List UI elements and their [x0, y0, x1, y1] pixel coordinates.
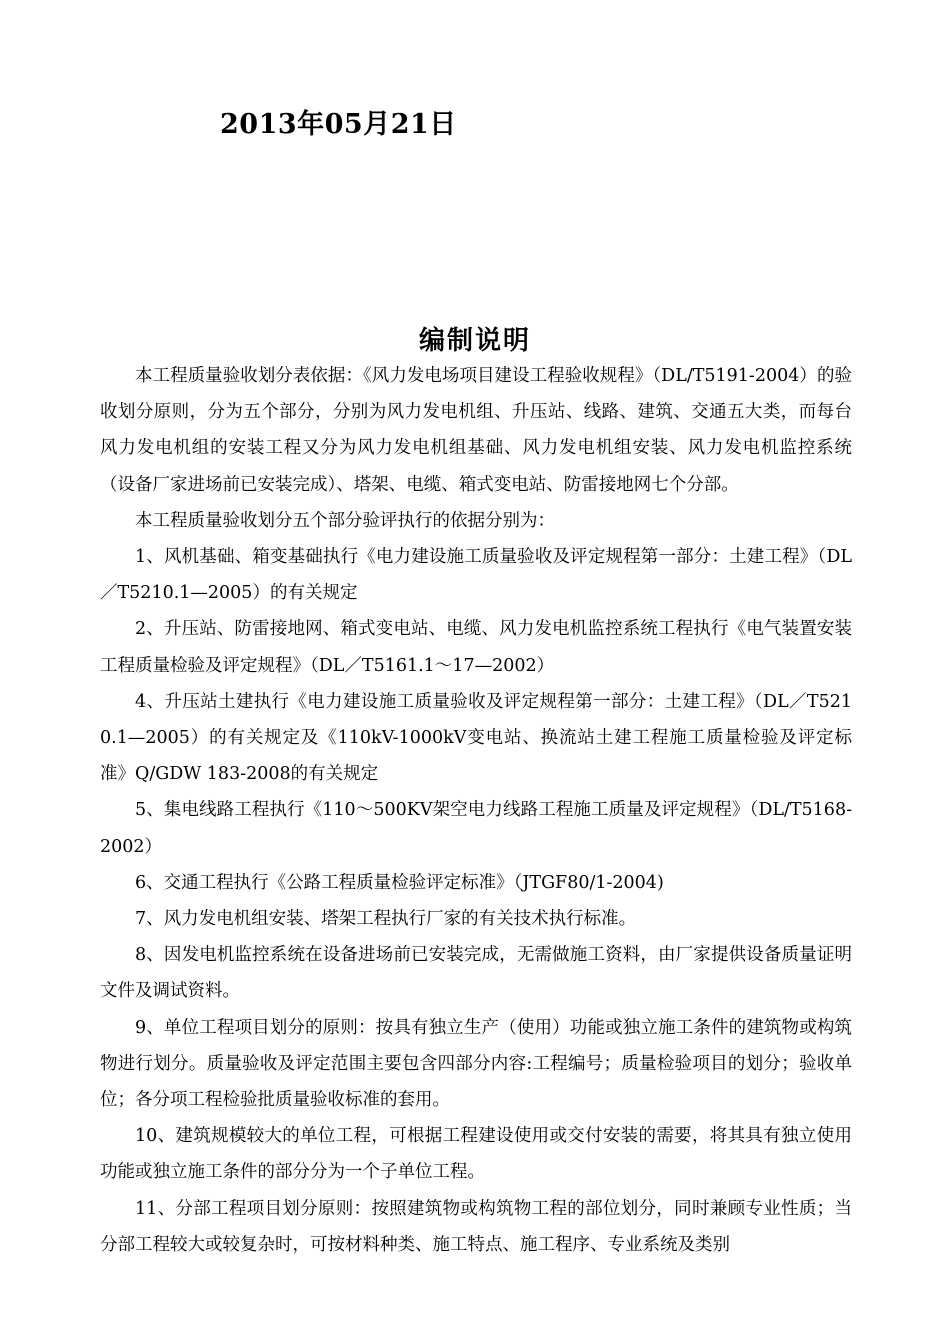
paragraph-item-5: 5、集电线路工程执行《110～500KV架空电力线路工程施工质量及评定规程》（DL/T5168-2002）: [100, 800, 852, 857]
paragraph-item-10: 10、建筑规模较大的单位工程，可根据工程建设使用或交付安装的需要，将其具有独立使用功能或独立施工条件的部分分为一个子单位工程。: [100, 1126, 852, 1183]
paragraph-item-9: 9、单位工程项目划分的原则：按具有独立生产（使用）功能或独立施工条件的建筑物或构筑物进行划分。质量验收及评定范围主要包含四部分内容:工程编号；质量检验项目的划分；验收单位；各分项工程检验批质量验收标准的套用。: [100, 1017, 852, 1111]
paragraph-criteria-intro: 本工程质量验收划分五个部分验评执行的依据分别为：: [135, 510, 555, 531]
paragraph-item-2: 2、升压站、防雷接地网、箱式变电站、电缆、风力发电机监控系统工程执行《电气装置安装工程质量检验及评定规程》（DL／T5161.1～17—2002）: [100, 619, 852, 676]
page-title: 编制说明: [418, 326, 531, 356]
paragraph-item-7: 7、风力发电机组安装、塔架工程执行厂家的有关技术执行标准。: [135, 909, 637, 930]
paragraph-item-6: 6、交通工程执行《公路工程质量检验评定标准》（JTGF80/1-2004): [135, 872, 664, 893]
paragraph-item-8: 8、因发电机监控系统在设备进场前已安装完成，无需做施工资料，由厂家提供设备质量证明文件及调试资料。: [100, 945, 852, 1002]
document-body: [100, 358, 852, 1263]
paragraph-item-1: 1、风机基础、箱变基础执行《电力建设施工质量验收及评定规程第一部分：土建工程》（DL／T5210.1—2005）的有关规定: [100, 547, 852, 604]
document-date: 2013年05月21日: [220, 109, 457, 140]
paragraph-item-11: 11、分部工程项目划分原则：按照建筑物或构筑物工程的部位划分，同时兼顾专业性质；当分部工程较大或较复杂时，可按材料种类、施工特点、施工程序、专业系统及类别: [100, 1198, 852, 1255]
paragraph-basis: 本工程质量验收划分表依据：《风力发电场项目建设工程验收规程》（DL/T5191-2004）的验收划分原则，分为五个部分，分别为风力发电机组、升压站、线路、建筑、交通五大类，而每台风力发电机组的安装工程又分为风力发电机组基础、风力发电机组安装、风力发电机监控系统（设备厂家进场前已安装完成）、塔架、电缆、箱式变电站、防雷接地网七个分部。: [100, 366, 852, 495]
paragraph-item-4: 4、升压站土建执行《电力建设施工质量验收及评定规程第一部分：土建工程》（DL／T5210.1—2005）的有关规定及《110kV-1000kV变电站、换流站土建工程施工质量检验及评定标准》Q/GDW 183-2008的有关规定: [100, 691, 852, 785]
